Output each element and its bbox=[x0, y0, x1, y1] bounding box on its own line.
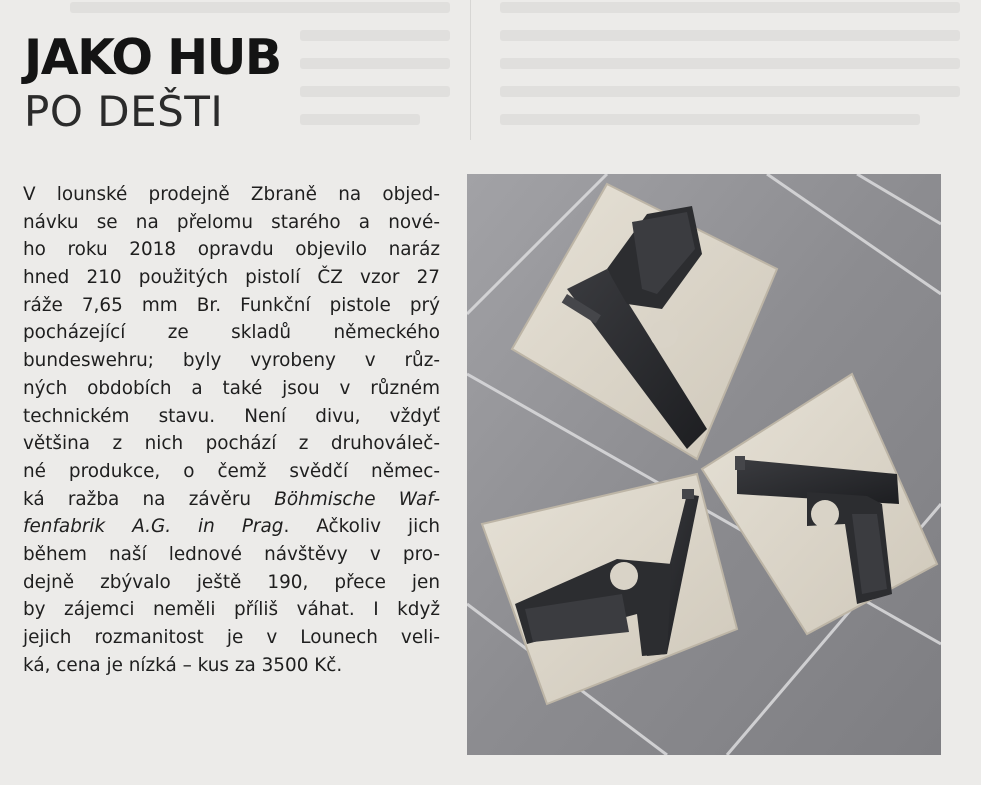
article-line: většina z nich pochází z druhováleč- bbox=[23, 433, 440, 455]
article-photo bbox=[467, 174, 941, 755]
article-line bbox=[23, 513, 440, 541]
headline-light: PO DEŠTI bbox=[24, 87, 224, 136]
article-line: během naší lednové návštěvy v pro- bbox=[23, 543, 440, 565]
article-line: ho roku 2018 opravdu objevilo naráz bbox=[23, 239, 440, 261]
article-line: ných obdobích a také jsou v různém bbox=[23, 377, 440, 399]
article-line bbox=[23, 486, 440, 514]
article-line: technickém stavu. Není divu, vždyť bbox=[23, 405, 440, 427]
pistols-photo bbox=[467, 174, 941, 755]
article-line: jejich rozmanitost je v Lounech veli- bbox=[23, 627, 440, 648]
article-body bbox=[23, 181, 440, 679]
article-line: ká, cena je nízká – kus za 3500 Kč. bbox=[23, 654, 343, 676]
article-line-text: ká ražba na závěru bbox=[23, 488, 275, 510]
article-line-italic: Böhmische Waf- bbox=[274, 488, 440, 510]
article-line: pocházející ze skladů německého bbox=[23, 322, 440, 344]
article-line: V lounské prodejně Zbraně na objed- bbox=[23, 184, 440, 205]
article-line-text: . Ačkoliv jich bbox=[283, 516, 440, 538]
article-line: dejně zbývalo ještě 190, přece jen bbox=[23, 571, 440, 593]
article-line-italic: fenfabrik A.G. in Prag bbox=[23, 516, 284, 538]
article-headline bbox=[24, 30, 281, 138]
article-line: bundeswehru; byly vyrobeny v růz- bbox=[23, 350, 440, 372]
article-line: né produkce, o čemž svědčí němec- bbox=[23, 460, 440, 482]
article-line: ráže 7,65 mm Br. Funkční pistole prý bbox=[23, 294, 440, 316]
article-line: by zájemci neměli příliš váhat. I když bbox=[23, 599, 440, 621]
article-line: návku se na přelomu starého a nové- bbox=[23, 211, 440, 233]
column-divider bbox=[470, 0, 471, 140]
article-line: hned 210 použitých pistolí ČZ vzor 27 bbox=[23, 267, 440, 289]
headline-bold: JAKO HUB bbox=[24, 29, 281, 86]
